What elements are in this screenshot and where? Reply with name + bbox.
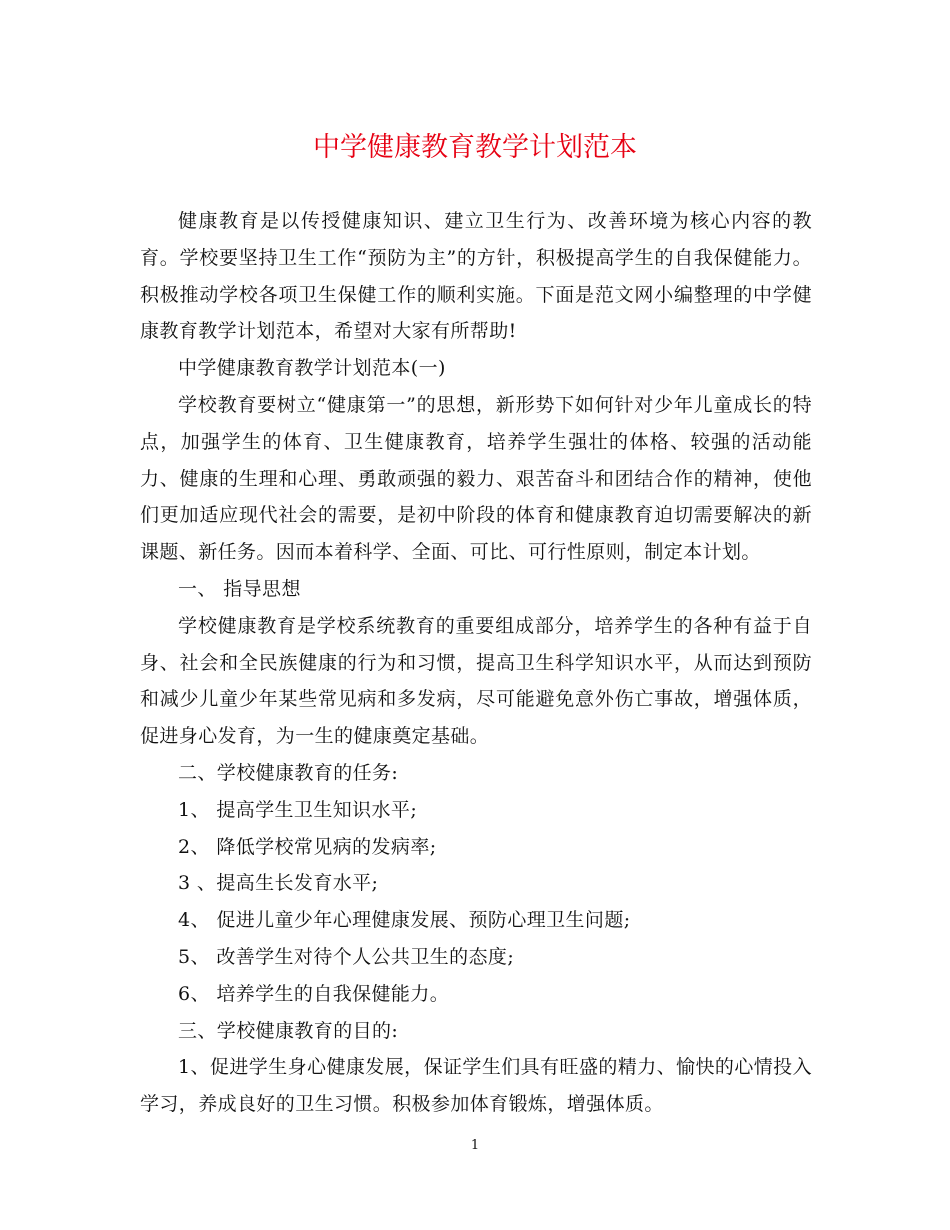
list-item-task-3: 3 、提高生长发育水平; bbox=[178, 872, 379, 895]
list-item-purpose-1: 1、促进学生身心健康发展，保证学生们具有旺盛的精力、愉快的心情投入学习，养成良好的卫生习惯。积极参加体育锻炼，增强体质。 bbox=[140, 1056, 812, 1116]
paragraph-subtitle-1: 中学健康教育教学计划范本(一) bbox=[178, 357, 446, 380]
list-item-task-5: 5、 改善学生对待个人公共卫生的态度; bbox=[178, 945, 515, 968]
page-number: 1 bbox=[470, 1138, 480, 1153]
list-item-task-6: 6、 培养学生的自我保健能力。 bbox=[178, 982, 450, 1005]
paragraph-guiding-thought: 学校健康教育是学校系统教育的重要组成部分，培养学生的各种有益于自身、社会和全民族健康的行为和习惯，提高卫生科学知识水平，从而达到预防和减少儿童少年某些常见病和多发病，尽可能避免意外伤亡事故，增强体质，促进身心发育，为一生的健康奠定基础。 bbox=[140, 614, 812, 748]
document-body bbox=[140, 203, 812, 1123]
paragraph-preface: 学校教育要树立“健康第一”的思想，新形势下如何针对少年儿童成长的特点，加强学生的体育、卫生健康教育，培养学生强壮的体格、较强的活动能力、健康的生理和心理、勇敢顽强的毅力、艰苦奋斗和团结合作的精神，使他们更加适应现代社会的需要，是初中阶段的体育和健康教育迫切需要解决的新课题、新任务。因而本着科学、全面、可比、可行性原则，制定本计划。 bbox=[140, 393, 812, 564]
section-heading-purpose: 三、学校健康教育的目的: bbox=[178, 1019, 399, 1042]
paragraph-intro: 健康教育是以传授健康知识、建立卫生行为、改善环境为核心内容的教育。学校要坚持卫生工作“预防为主”的方针，积极提高学生的自我保健能力。积极推动学校各项卫生保健工作的顺利实施。下面是范文网小编整理的中学健康教育教学计划范本，希望对大家有所帮助! bbox=[140, 210, 812, 343]
section-heading-tasks: 二、学校健康教育的任务: bbox=[178, 761, 399, 784]
section-heading-guiding-thought: 一、 指导思想 bbox=[178, 577, 301, 600]
list-item-task-4: 4、 促进儿童少年心理健康发展、预防心理卫生问题; bbox=[178, 909, 631, 932]
list-item-task-1: 1、 提高学生卫生知识水平; bbox=[178, 798, 418, 821]
document-title: 中学健康教育教学计划范本 bbox=[313, 132, 637, 163]
list-item-task-2: 2、 降低学校常见病的发病率; bbox=[178, 835, 437, 858]
